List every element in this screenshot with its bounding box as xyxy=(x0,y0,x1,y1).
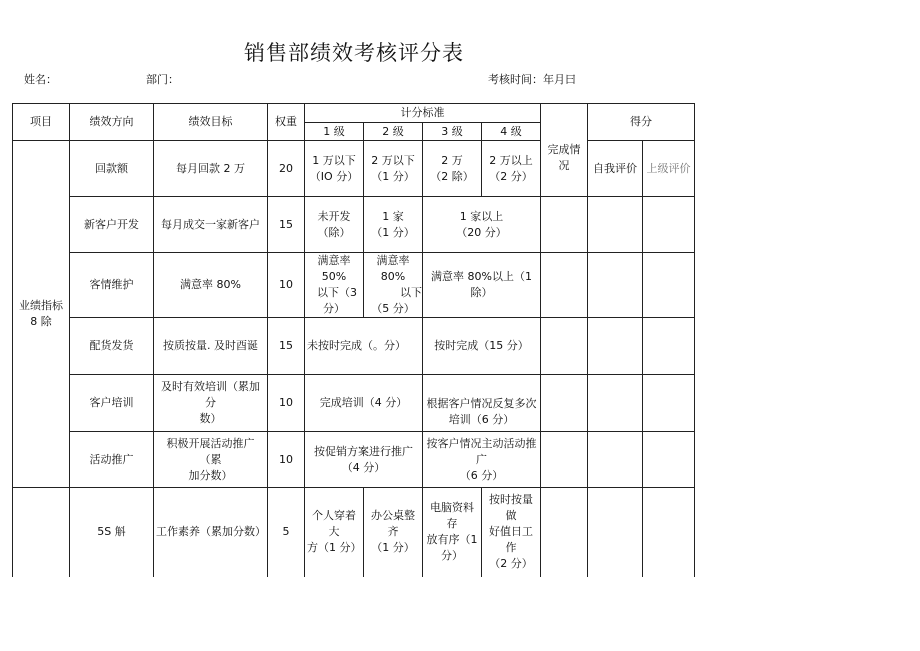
row1-level4: 2 万以上 （2 分） xyxy=(482,141,541,197)
row2-weight: 15 xyxy=(268,197,305,253)
header-level-3: 3 级 xyxy=(423,123,482,141)
row2-level34: 1 家以上 （20 分） xyxy=(423,197,541,253)
row1-direction: 回款额 xyxy=(70,141,154,197)
row7-self-eval xyxy=(588,488,643,577)
header-level-1: 1 级 xyxy=(305,123,364,141)
header-completion: 完成情况 xyxy=(541,104,588,197)
row1-level3: 2 万 （2 除） xyxy=(423,141,482,197)
row6-level34: 按客户情况主动活动推 广 （6 分） xyxy=(423,432,541,488)
header-weight: 权重 xyxy=(268,104,305,141)
row4-superior-eval xyxy=(643,318,695,375)
row2-level2: 1 家 （1 分） xyxy=(364,197,423,253)
row5-weight: 10 xyxy=(268,375,305,432)
row6-level12: 按促销方案进行推广 （4 分） xyxy=(305,432,423,488)
row6-superior-eval xyxy=(643,432,695,488)
row7-completion xyxy=(541,488,588,577)
row7-level3: 电脑资料存 放有序（1 分） xyxy=(423,488,482,577)
row7-level1: 个人穿着大 方（1 分） xyxy=(305,488,364,577)
row7-direction: 5S 斛 xyxy=(70,488,154,577)
row3-goal: 满意率 80% xyxy=(154,253,268,318)
row4-self-eval xyxy=(588,318,643,375)
row4-goal: 按质按量. 及时酉诞 xyxy=(154,318,268,375)
row2-goal: 每月成交一家新客户 xyxy=(154,197,268,253)
row1-goal: 每月回款 2 万 xyxy=(154,141,268,197)
row4-direction: 配货发货 xyxy=(70,318,154,375)
row1-level2: 2 万以下 （1 分） xyxy=(364,141,423,197)
page-title: 销售部绩效考核评分表 xyxy=(244,41,464,65)
row2-direction: 新客户开发 xyxy=(70,197,154,253)
row5-completion xyxy=(541,375,588,432)
department-label: 部门： xyxy=(146,73,179,86)
row1-superior-eval: 上级评价 xyxy=(643,141,695,197)
row1-weight: 20 xyxy=(268,141,305,197)
row7-goal: 工作素养（累加分数） xyxy=(154,488,268,577)
row5-level34: 根据客户情况反复多次 培训（6 分） xyxy=(423,375,541,432)
row5-level12: 完成培训（4 分） xyxy=(305,375,423,432)
row7-superior-eval xyxy=(643,488,695,577)
row3-superior-eval xyxy=(643,253,695,318)
row2-self-eval xyxy=(588,197,643,253)
row4-weight: 15 xyxy=(268,318,305,375)
row4-level12: 未按时完成（。分） xyxy=(305,318,423,375)
review-time-label: 考核时间：年月曰 xyxy=(488,73,576,86)
row3-level1: 满意率 50% 以下（3 分） xyxy=(305,253,364,318)
row6-weight: 10 xyxy=(268,432,305,488)
row1-self-eval: 自我评价 xyxy=(588,141,643,197)
group-performance: 业绩指标 8 除 xyxy=(13,141,70,488)
row3-level2: 满意率 80% 以下 （5 分） xyxy=(364,253,423,318)
header-item: 项目 xyxy=(13,104,70,141)
row3-self-eval xyxy=(588,253,643,318)
name-label: 姓名： xyxy=(24,73,57,86)
row6-direction: 活动推广 xyxy=(70,432,154,488)
row4-level34: 按时完成（15 分） xyxy=(423,318,541,375)
group-quality xyxy=(13,488,70,577)
row5-goal: 及时有效培训（累加分 数） xyxy=(154,375,268,432)
row2-completion xyxy=(541,197,588,253)
header-level-4: 4 级 xyxy=(482,123,541,141)
row7-level4: 按时按量做 好值日工作 （2 分） xyxy=(482,488,541,577)
row3-level34: 满意率 80%以上（1 除） xyxy=(423,253,541,318)
row5-superior-eval xyxy=(643,375,695,432)
row1-level1: 1 万以下 （IO 分） xyxy=(305,141,364,197)
row3-weight: 10 xyxy=(268,253,305,318)
row2-level1: 未开发 （除） xyxy=(305,197,364,253)
row6-self-eval xyxy=(588,432,643,488)
row6-goal: 积极开展活动推广（累 加分数） xyxy=(154,432,268,488)
header-score: 得分 xyxy=(588,104,695,141)
row4-completion xyxy=(541,318,588,375)
row7-weight: 5 xyxy=(268,488,305,577)
header-goal: 绩效目标 xyxy=(154,104,268,141)
row5-self-eval xyxy=(588,375,643,432)
evaluation-table xyxy=(12,103,695,577)
row3-completion xyxy=(541,253,588,318)
header-direction: 绩效方向 xyxy=(70,104,154,141)
row3-direction: 客情维护 xyxy=(70,253,154,318)
row5-direction: 客户培训 xyxy=(70,375,154,432)
row2-superior-eval xyxy=(643,197,695,253)
row6-completion xyxy=(541,432,588,488)
row7-level2: 办公桌整齐 （1 分） xyxy=(364,488,423,577)
header-criteria: 计分标准 xyxy=(305,104,541,123)
header-level-2: 2 级 xyxy=(364,123,423,141)
